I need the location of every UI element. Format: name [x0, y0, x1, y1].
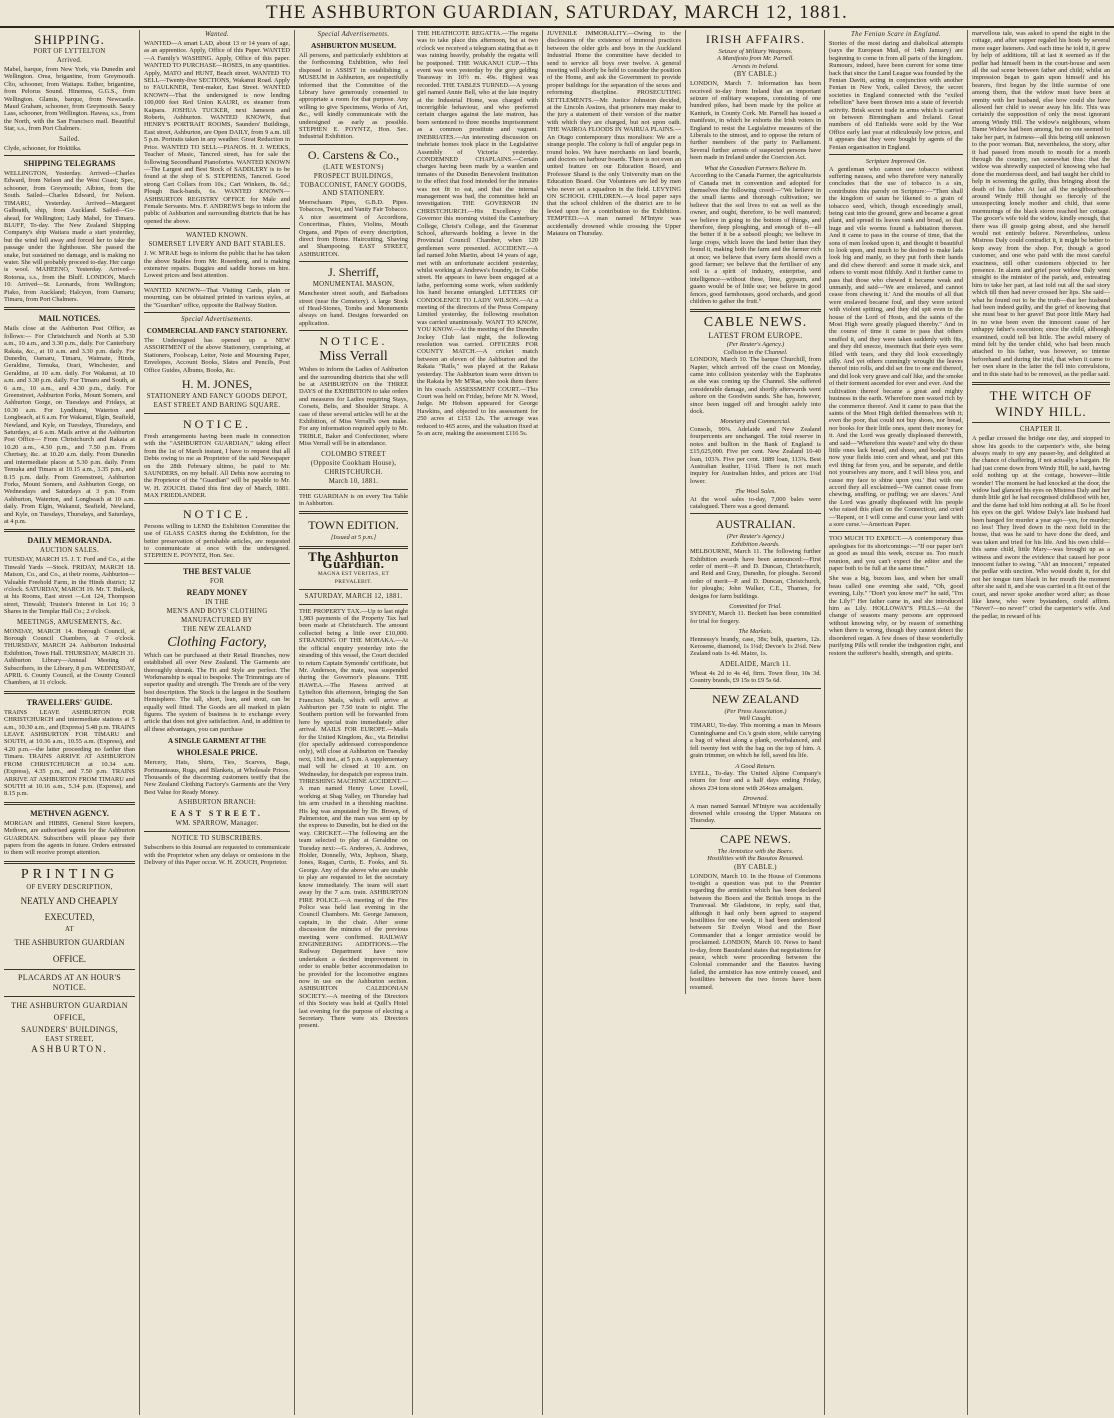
sheriff-name: J. Sherriff, — [328, 265, 379, 280]
jones-name: H. M. JONES, — [181, 377, 253, 392]
guardian-nameplate: The Ashburton Guardian. — [308, 548, 399, 572]
single-garment-line: A SINGLE GARMENT AT THE — [168, 737, 266, 746]
carstens-line: (LATE WESTON'S) — [323, 163, 384, 171]
farmers-body: According to the Canada Farmer, the agriculturists of Canada met in convention and adopted for themselves the following creed:—"We believe in the small farms and thorough cultivation; we believe that the soil lives to eat as well as the owner, and ought, therefore, to be well manured; we believe in going to the bottom of things, and therefore, deep ploughing, and enough of it—all the better if it be a subsoil plough; we believe in large crops, which leave the land better than they found it, making both the farm and the farmer rich at once; we believe that every farm should own a good farmer; we believe that the fertiliser of any soil is a spirit of industry, enterprise, and intelligence—without these, lime, gypsum, and guano would be of little use; we believe in good fences, good farmhouses, good orchards, and good children to gather the fruit." — [690, 172, 821, 305]
hostilities-sub: Hostilities with the Basutos Resumed. — [707, 855, 804, 863]
fenian-body: Stories of the most daring and diabolical attempts (says the European Mail, of 14th January) are beginning to come in from all parts of the kingdom. Rumours, indeed, have been current for some time back that since the Land League was founded by the Fenian Davitt, acting in conjunction with another Fenian in New York, called Devoy, the secret societies in England connected with the "exiled rebellion" have been thrown into a state of feverish activity. Brisk secret trade in arms which is carried on between Birmingham and Ireland. Great numbers of old Enfields were sold by the War Office early last year at ridiculously low prices, and it appears that they were bought by agents of the Fenian organisation in England. — [829, 40, 963, 151]
story-body: marvellous tale, was asked to spend the night in the cottage, and after supper regaled his hosts by several more eager listeners. And each time he told it, it grew by help of additions, till at last it seemed as if the pedlar had himself been in the court-house and seen all the sad scene between father and child; whilst an impression began to gain upon himself and his hearers, first begun by the little surmise of one among them, that the widow must have been at enmity with her husband, else how could she have allowed her child to swear away his life. This was certainly the supposition of only the most ignorant among Windy Hill. The widow's neighbours, whom Dame Widow had been among, but no one seemed to take her part, in fairness—all this being still unknown to the poor woman. But, nevertheless, the story, after it had passed from mouth to mouth for a month through the country, ran somewhat thus: that the widow was shrewdly suspected of knowing who had done the murderous deed, and had taught her child to help in screening the guilty, thus bringing about the death of his father. At last all the neighbourhood around Windy Hill thought so fiercely of the unsuspecting lonely mother and child, that some murmurings of the black storm reached her cottage. The grocer's wife told the widow, kindly enough, that there was ill gossip going about, and she herself would not entirely believe. Nevertheless, unless Mistress Daly could contradict it, it might be better to keep away from the shop. For, though a good customer, and one who paid with the most careful exactness, still other customers objected to her presence. In alarm and grief poor widow Daly went straight to the minister of the parish, and, entreating him to take her part, at last told out all the sad story which till then had never crossed her lips. She said—what he found out to be the truth—that her husband had been indeed guilty, and the grief of knowing that she must bear to her grave! But poor little Mary had in no wise been even the innocent cause of her unhappy father's execution; since the child, although examined, could tell but little. The awful misery of mind felt by the tender child, who had been much attached to his father, was however, so intense beforehand and during the trial, that when it came to her own share in the latter the fell into convulsions, and in this state had to be removed, as the pedlar said. — [972, 30, 1110, 378]
divider — [4, 996, 135, 997]
irish-body: LONDON, March 7. Information has been received to-day from Ireland that an important seizure of military weapons, consisting of one hundred pikes, had been made by the police at Kanturk, in County Cork. Mr. Parnell has issued a manifesto, in which he exhorts the Irish voters in England to resist the Legislative measures of the Liberals to the utmost, and to oppose the return of further members of the party to Parliament. Several further arrests of suspected persons have been made in Ireland under the Coercion Act. — [690, 80, 821, 162]
column-5 — [543, 30, 825, 1415]
cable-news-heading: CABLE NEWS. — [703, 315, 808, 331]
printing-line: AT — [65, 925, 74, 933]
adelaide-heading: ADELAIDE, March 11. — [719, 660, 792, 668]
office-line: THE ASHBURTON GUARDIAN — [11, 1000, 128, 1010]
town-edition-sub: [Issued at 5 p.m.] — [330, 534, 377, 542]
printing-line: OF EVERY DESCRIPTION, — [26, 883, 113, 891]
commercial-body: The Undersigned has opened up a NEW ASSORTMENT of the above Stationery, comprising, at Stationers, Foolscap, Letter, Note and Mourning Paper, Envelopes, Account Books, Slates and Pencils, Post Office Guides, Albums, Books, &c. — [144, 337, 290, 374]
divider — [4, 802, 135, 805]
news-body: THE HEATHCOTE REGATTA.—The regatta was to take place this afternoon, but at two o'clock we received a telegram stating that as it was raining heavily, probably the regatta will be postponed. THE WAKANUI CUP.—This event was won yesterday by the grey gelding Tearaway in 10½ m. 49s. Highest was recorded. THE TABLES TURNED.—A young girl named Annie Bell, who at the late inquiry at the Industrial Home, was charged with incorrigible behaviour, and who preferred certain charges against the late matron, has been sentenced to three months imprisonment as a common prostitute and vagrant. INEBRIATES.—An interesting discussion on inebriate homes took place in the Legislative Assembly of Victoria yesterday. CONDEMNED CHAPLAINS.—Certain charges having been made by a warden and inmates of the Dunedin Benevolent Institution to the effect that food intended for the inmates was not fit to eat, and that the internal management was bad, the committee held an investigation. THE GOVERNOR IN CHRISTCHURCH.—His Excellency the Governor this morning visited the Canterbury College, Christ's College, and the Grammar School, afterwards holding a levee in the Provincial Council Chamber, when 120 gentlemen were presented. ACCIDENT.—A lad named John Martin, about 14 years of age, met with an unfortunate accident yesterday, whilst working at Andrews's foundry, in Cobbe street. He appears to have been engaged at a lathe, performing some work, when suddenly his hand became entangled. LETTERS OF CONDOLENCE TO LADY WILSON.—At a meeting of the directors of the Press Company Limited yesterday, the following resolution was carried unanimously. WANT TO KNOW, YOU KNOW.—At the meeting of the Dunedin Jockey Club last night, the following resolution was carried. OFFICERS FOR COUNTY MATCH.—A cricket match between an eleven of the Ashburton and the Rakaia "Rails," was played at the Rakaia yesterday. The Ashburton team were driven to the Rakaia by Mr M'Rae, who took them there in his coach. ASSESSMENT COURT.—This Court was held on Friday, before Mr N. Wood, Judge. Mr Hobson appeared for George Hawkins, and objected to his assessment for 250 acres at £153 12s. The acreage was reduced to 465 acres, and the valuation fixed at 5s an acre, making the assessment £116 5s. — [417, 30, 538, 437]
printing-heading: PRINTING — [20, 866, 119, 882]
divider — [4, 861, 135, 864]
latest-heading: LATEST FROM EUROPE. — [708, 331, 803, 341]
memoranda-heading: DAILY MEMORANDA. — [27, 536, 112, 546]
story-body: A pedlar crossed the bridge one day, and stopped to show his goods to the carpenter's wife, she being always ready to spy any passer-by, and delighted at the chance of chaffering, if not actually a bargain. He had just come down from Windy Hill, he said, having sold nothing up at the cottage, however—little wonder! The moment he had knocked at the door, the widow had glanced his eyes on Mistress Daly and her dumb little girl he had recognised childhood with her, and the dame had told him nothing at all. So he fixed his eyes on the girl. Widow Daly's late husband had been hanged for murder a year ago—yes, for murder; no less! They lived down in the next field in the house, that was he said to have done the deed, and was taken and tried for his life. And his own child—this same child, little Mary—was brought up as a witness and swore the evidence that caused her poor innocent father to swing. "Ah! an innocent," repeated the pedlar with unction. Who would doubt it, for did not her tongue turn black in her mouth the moment after she said it, and she was carried in a fit out of the court, and never spoke another word after; as those like knew, who were bystanders, could affirm. "Never?—no never!" cried the carpenter's wife. And the pedlar, in reward of his — [972, 435, 1110, 620]
divider — [299, 511, 408, 514]
arrived-heading: Arrived. — [56, 57, 83, 64]
divider — [144, 283, 290, 284]
exhibition-body: MELBOURNE, March 11. The following further Exhibition awards have been announced:—First order of merit—P. and D. Duncan, Christchurch, and Reid and Gray, Dunedin, for ploughs. Second order of merit—P. and D. Duncan, Christchurch, for ploughs; John Walker, C.E., Thames, for designs for farm buildings. — [690, 548, 821, 600]
auction-heading: AUCTION SALES. — [40, 547, 99, 555]
auction-body: TUESDAY, MARCH 15. J. T. Ford and Co., at the Tinwald Yards —Stock. FRIDAY, MARCH 18. Matson, Co., and Co., at their rooms, Ashburton—Valuable Freehold Farm, in the Hinds district; 12 o'clock. SATURDAY, MARCH 19. Mr. T. Bullock, at his Rooms, East street —Lot 124, Thompson street, Tinwald; Trustee's Interest in Lot 16; 3 Shares in the Templar Hall Co.; 2 o'clock. — [4, 556, 135, 616]
livery-heading: SOMERSET LIVERY AND BAIT STABLES. — [148, 241, 286, 249]
news-body: JUVENILE IMMORALITY.—Owing to the disclosures of the existence of immoral practices between the older girls and boys in the Auckland Industrial Home the committee have decided to send to service all boys over twelve. A general meeting will shortly be held to consider the position of the Home, and ask the Government to provide proper buildings for the separation of the sexes and reforming discipline. PROSECUTING SETTLEMENTS.—Mr. Justice Johnston decided, at the Lincoln Assizes, that prisoners may make to the jury a statement of their version of the matter with which they are charged, but not upon oath. THE WAIROA FLOODS IN WAIRUA PLAINS.—An Otago contemporary thus moralises: We are a strange people. The colony is full of angular pegs in round holes. We have merchants on land boards, and doctors on harbour boards. There is not even an united feature on our Education Board, and Professor Shand is the only University man on the Education Board. Our Volunteers are led by men who never set a squadron in the field. LEVYING ON SCHOOL CHILDREN.—A local paper says that the school children of the district are to be levied upon for a contribution to the Exhibition. TEMPTED.—A man named M'Intyre was accidentally drowned while crossing the Upper Mataura on Thursday. — [547, 30, 681, 237]
wellcaught-body: TIMARU, To-day. This morning a man in Messrs Cunninghame and Co.'s grain store, while carrying a bag of wheat along a plank, overbalanced, and fell twenty feet with the bag on the top of him. A grain trimmer, on which he fell, saved his life. — [690, 722, 821, 760]
best-value-body: Which can be purchased at their Retail Branches, now established all over New Zealand. The Garments are thoroughly shrunk. The Fit and Style are perfect. The Workmanship is equal to bespoke. The Trimmings are of superior quality and strength. The Trends are of the very best description. The Stock is the largest in the Southern Hemisphere. The tall, short, lean, and stout, can be equally well fitted. The Goods are all marked in plain figures. The system of business is to exchange every article that does not give satisfaction. And, in addition to all these advantages, you can purchase — [144, 651, 290, 733]
exhibition-heading: Exhibition Awards. — [731, 540, 780, 548]
special-heading: Special Advertisements. — [181, 316, 253, 323]
printing-line: EXECUTED, — [44, 911, 95, 922]
carstens-line: TOBACCONIST, FANCY GOODS, AND STATIONERY. — [300, 181, 407, 197]
divider — [144, 831, 290, 832]
special-heading: Special Advertisements. — [317, 31, 390, 38]
divider — [144, 563, 290, 564]
best-value-line: FOR — [209, 577, 225, 585]
irish-heading: IRISH AFFAIRS. — [705, 32, 806, 46]
fenian-heading: The Fenian Scare in England. — [851, 31, 941, 38]
notice-subscribers-heading: NOTICE TO SUBSCRIBERS. — [171, 835, 263, 843]
meetings-heading: MEETINGS, AMUSEMENTS, &c. — [16, 618, 123, 626]
divider — [299, 144, 408, 145]
divider — [144, 413, 290, 414]
divider — [299, 330, 408, 331]
printing-line: OFFICE. — [52, 953, 87, 964]
sailed-body: Clyde, schooner, for Hokitika. — [4, 144, 82, 152]
livery-body: J. W. M'RAE begs to inform the public that he has taken the above Stables from Mr. Rosenberg, and is making extensive repairs. Buggies and saddle horses on hire. Lowest prices and best attention. — [144, 250, 290, 280]
notice-heading: NOTICE. — [183, 417, 251, 432]
wanted-body: WANTED—A smart LAD, about 13 or 14 years of age, as an apprentice. Apply, Office of this Paper. WANTED—A Family's WASHING. Apply, Office of this paper. WANTED TO PURCHASE—ROSES, in any quantities. Apply, MATO and HUNT, Beach street. WANTED TO SELL—Twenty-five SECTIONS, Wakanui Road. Apply to FAULKNER, Tent-maker, East Street. WANTED KNOWN—That the undersigned is now lending 100,000 feet Red Union KAURI, ex steamer from Kaipara. JOSHUA TUCKER, next Jameson and Roberts, Ashburton. WANTED KNOWN, that HENRY'S PORTRAIT ROOMS, Saunders' Buildings, East street, Ashburton, are Open DAILY, from 9 a.m. till 5 p.m. Portraits taken in any weather. Great Reduction in Price. WANTED TO SELL—PIANOS. H. J. WEEKS, Teacher of Music, Tancred street, has for sale the following Secondhand Pianofortes. WANTED KNOWN—The Largest and Best Stock of SADDLERY is to be found at the shop of S. STEPHENS, Tancred. Good strong Cart Collars from 10s.; Cart Winkers, 8s. 6d.; Plough Back-bands, 6s. WANTED KNOWN—ASHBURTON REGISTRY OFFICE for Male and Female Servants. Mrs. F. ANDREWS begs to inform the public of Ashburton and surrounding districts that he has opened the above. — [144, 40, 290, 225]
best-value-line: MEN'S AND BOYS' CLOTHING — [166, 607, 268, 615]
divider — [144, 312, 290, 313]
branch-line: ASHBURTON BRANCH: — [177, 799, 257, 807]
wool-heading: The Wool Sales. — [735, 488, 776, 496]
verrall-body: Wishes to inform the Ladies of Ashburton and the surrounding districts that she will be at ASHBURTON on the THREE DAYS of the EXHIBITION to take orders and measures for Ladies requiring Stays, Corsets, Belts, and Shoulder Straps. A case of these several articles will be at the Exhibition, of Miss Verrall's own make. For any information required apply to Mr. TRIBLE, Baker and Confectioner, where Miss Verrall will be in attendance. — [299, 366, 408, 448]
methven-body: MORGAN and HIBBS, General Store keepers, Methven, are authorised agents for the Ashburton GUARDIAN. Subscribers will please pay their papers from the agents in future. Orders entrusted to them will receive prompt attention. — [4, 819, 135, 857]
scripture-heading: Scripture Improved On. — [865, 158, 927, 166]
colombo-line: March 10, 1881. — [328, 477, 379, 485]
misc-body: She was a big, buxom lass, and when her small beau called one evening she said, "Oh, good evening, Lily." "Don't you know me?" he said, "I'm the Lily!" Her father came in, and she introduced him as Lily. HOLLOWAY'S PILLS.—At the change of seasons many persons are oppressed without knowing why, or by reason of something when there is wrong, though they cannot detect the disordered organ. A few doses of these wonderfully purifying Pills will render the indigestion right, and restore the sufferer's health, strength, and spirits. — [829, 575, 963, 657]
collision-body: LONDON, March 10. The barque Churchill, from Napier, which arrived off the coast on Monday, came into collision yesterday with the Euphrates as she was coming up the Channel. She suffered considerable damage, and shortly afterwards went ashore on the Goodwin sands. She has, however, since been tugged off and brought safely into dock. — [690, 356, 821, 416]
col5-right — [685, 30, 821, 994]
branch-line: WM. SPARROW, Manager. — [175, 820, 259, 828]
col5-left — [547, 30, 681, 240]
monetary-body: Consols, 99⅜. Adelaide and New Zealand fourpercents are unchanged. The total reserve in notes and bullion in the Bank of England is £15,625,000. Five per cent. New Zealand 10-40 loan, 103⅞. Five per cent. 1889 loan, 113⅝. Best Australian leather, 11¼d. There is not much inquiry for Australian hides, and prices are 1¼d lower. — [690, 425, 821, 485]
branch-line: EAST STREET. — [171, 809, 263, 819]
column-3 — [295, 30, 413, 1415]
colombo-line: CHRISTCHURCH. — [324, 468, 383, 476]
travellers-heading: TRAVELLERS' GUIDE. — [26, 697, 113, 707]
travellers-body: TRAINS LEAVE ASHBURTON FOR CHRISTCHURCH and intermediate stations at 5 a.m., 10.30 a.m., and (Express) 5.48 p.m. TRAINS LEAVE ASHBURTON FOR TIMARU and SOUTH, at 10.36 a.m., 10.55 a.m. (Express), and 4.20 p.m.—the latter proceeding no farther than Timaru. TRAINS ARRIVE AT ASHBURTON FROM CHRISTCHURCH at 10.34 a.m. (Express), 4.35 p.m., and 7.50 p.m. TRAINS ARRIVE AT ASHBURTON FROM TIMARU and SOUTH at 10.16 a.m., 5.34 p.m. (Express), and 8.15 p.m. — [4, 708, 135, 798]
notice-body: Fresh arrangements having been made in connection with the "ASHBURTON GUARDIAN," taking effect from the 1st of March instant, I have to request that all Debts owing to me as Proprietor of the said Newspaper on the 28th February ultimo, be paid to Mr. SAUNDERS, on my behalf. All Debts now accruing to the Proprietor of the "Guardian" will be payable to Mr. W. H. ZOUCH. Dated this first day of March, 1881. MAX FRIEDLANDER. — [144, 433, 290, 500]
by-cable: (BY CABLE.) — [734, 71, 777, 79]
divider — [829, 154, 963, 155]
divider — [972, 422, 1110, 423]
jones-line: EAST STREET AND BARING SQUARE. — [153, 402, 281, 410]
goodreturn-heading: A Good Return. — [735, 762, 776, 770]
colombo-line: COLOMBO STREET — [321, 450, 386, 458]
notice-heading: NOTICE. — [319, 334, 388, 349]
town-edition-heading: TOWN EDITION. — [308, 518, 399, 533]
divider — [4, 691, 135, 694]
divider — [144, 503, 290, 504]
australian-heading: AUSTRALIAN. — [715, 517, 796, 532]
nz-sub: (Per Press Association.) — [724, 707, 787, 715]
adelaide-body: Wheat 4s 2d to 4s 4d, firm. Town flour, 10s 3d. Country brands, £9 15s to £9 5s 6d. — [690, 669, 821, 685]
printing-line: NEATLY AND CHEAPLY — [20, 895, 119, 906]
wanted-known-cards: WANTED KNOWN—That Visiting Cards, plain or mourning, can be obtained printed in various styles, at the "Guardian" office, opposite the Railway Station. — [144, 286, 290, 309]
divider — [4, 969, 135, 970]
jones-line: STATIONERY AND FANCY GOODS DEPOT, — [146, 393, 288, 401]
divider — [299, 261, 408, 262]
cape-body: LONDON, March 10. In the House of Commons to-night a question was put to the Premier regarding the armistice which has been declared between the Boers and the British troops in the Transvaal. Mr Gladstone, in reply, said that, although it had only been agreed to suspend hostilities for one week, it had been understood between Sir Evelyn Wood and the Boer Commander that a longer armistice would be proclaimed. LONDON, March 10. News to hand to-day, from Basutoland states that negotiations for peace, which were proceeding between the Colonial commander and the Basutos having failed, the armistice has now entirely ceased, and hostilities between the two forces have been resumed. — [690, 872, 821, 991]
collision-heading: Collision in the Channel. — [723, 348, 788, 356]
monetary-heading: Monetary and Commercial. — [720, 418, 791, 426]
divider — [4, 307, 135, 310]
office-line: OFFICE, — [53, 1012, 86, 1022]
irish-sub: Seizure of Military Weapons. — [718, 48, 793, 55]
wool-body: At the wool sales to-day, 7,000 bales were catalogued. There was a good demand. — [690, 495, 821, 510]
divider — [690, 828, 821, 829]
by-cable: (BY CABLE.) — [734, 863, 777, 871]
colombo-line: (Opposite Cookham House), — [310, 459, 397, 467]
single-garment-line: WHOLESALE PRICE. — [176, 748, 258, 758]
column-2 — [140, 30, 295, 1415]
markets-body: Hennessy's brandy, case, 38s; bulk, quarters, 12s. Kerosene, diamond, 1s 1¼d; Devoe's 1s 2¼d. New Zealand oats 1s 4d. Maize, 1s. — [690, 635, 821, 658]
office-line: SAUNDERS' BUILDINGS, — [21, 1024, 118, 1034]
cape-sub: The Armistice with the Boers. — [717, 847, 794, 855]
verrall-name: Miss Verrall — [319, 349, 388, 365]
committed-heading: Committed for Trial. — [729, 603, 782, 610]
divider — [4, 155, 135, 156]
drowned-body: A man named Samuel M'Intyre was accidentally drowned while crossing the Upper Mataura on Thursday. — [690, 802, 821, 825]
sailed-heading: Sailed. — [59, 135, 80, 143]
sheriff-body: Manchester street south, and Barbadoes street (near the Cemetery). A large Stock of Head-Stones, Tombs and Monuments always on hand. Designs forwarded on application. — [299, 290, 408, 327]
mail-heading: MAIL NOTICES. — [38, 314, 101, 324]
telegrams-body: WELLINGTON, Yesterday. Arrived—Charles Edward, from Nelson and the West Coast; Spec, schooner, from Greymouth; Albion, from the South. Sailed—Charles Edward, for Nelson. TIMARU, Yesterday. Arrived—Margaret Galbraith, ship, from Auckland. Sailed—Go-ahead, for Wellington; Lady Mabel, for Timaru. BLUFF, To-day. The New Zealand Shipping Company's ship Waitara made a start yesterday, but the wind fell away and forced her to take the passage under the lighthouse. She passed the snake, but sustained no damage, and is making no water. She will probably proceed to-day. Her cargo is wool. MAHEENO, Yesterday. Arrived—Rotorua, s.s., from the Bluff. LONDON, March 10. Arrived—St. Leonards, from Wellington; Piako, from Auckland; Halcyon, from Oamaru; Timaru, from Port Chalmers. — [4, 170, 135, 303]
meetings-body: MONDAY, MARCH 14. Borough Council, at Borough Council Chambers, at 7 o'clock. THURSDAY, MARCH 24. Ashburton Industrial Exhibition, Town Hall. THURSDAY, MARCH 31. Ashburton Library—Annual Meeting of Subscribers, in the Library, 8 p.m. WEDNESDAY, APRIL 6. County Council, at the County Council Chambers, at 11 o'clock. — [4, 627, 135, 687]
divider — [144, 228, 290, 229]
guardian-tea-table: THE GUARDIAN is on every Tea Table in Ashburton. — [299, 492, 408, 508]
arrived-body: Mabel, barque, from New York, via Dunedin and Wellington. Orea, brigantine, from Greymouth. Clio, schooner, from Waitapu. Esther, brigantine, from Pelorus Sound. Hinemoa, G.G.S., from Wellington. Glamis, barque, from Newcastle. Maud Graham, schooner, from Greymouth. Saucy Lass, schooner, from Wellington. Hawea, s.s., from the North, with the San Francisco mail. Beautiful Star, s.s., from Port Chalmers. — [4, 66, 135, 133]
notice-body: Persons willing to LEND the Exhibition Committee the use of GLASS CASES during the Exhibition, for the better preservation of perishable articles, are requested to communicate at once with the undersigned. STEPHEN E. POYNTZ, Hon. Sec. — [144, 522, 290, 560]
column-7 — [968, 30, 1114, 1415]
carstens-body: Meerschaum Pipes, G.B.D. Pipes. Tobaccos, Twist, and Vanity Fair Tobacco. A nice assortment of Accordions, Concertinas, Flutes, Violins, Mouth Organs, and Pipes of every description, direct from Home. Haircutting, Shaving and Shampooing. EAST STREET, ASHBURTON. — [299, 198, 408, 258]
masthead-title: THE ASHBURTON GUARDIAN, SATURDAY, MARCH 12, 1881. — [0, 0, 1114, 28]
commercial-heading: COMMERCIAL AND FANCY STATIONERY. — [146, 327, 288, 335]
reuters-line: (Per Reuter's Agency.) — [726, 341, 785, 349]
chapter-heading: CHAPTER II. — [1019, 426, 1063, 434]
telegrams-heading: SHIPPING TELEGRAMS — [23, 159, 116, 169]
divider — [972, 382, 1110, 385]
best-value-line: MANUFACTURED BY — [181, 616, 253, 624]
divider — [690, 688, 821, 689]
office-line: ASHBURTON. — [31, 1043, 108, 1054]
guardian-motto: MAGNA EST VERITAS, ET PREVALEBIT. — [317, 570, 390, 585]
carstens-line: PROSPECT BUILDINGS, — [313, 172, 394, 180]
cape-heading: CAPE NEWS. — [720, 831, 791, 846]
shipping-heading: SHIPPING. — [34, 32, 105, 47]
wanted-known-heading: WANTED KNOWN. — [185, 232, 249, 240]
scripture-body: A gentleman who cannot use tobacco without suffering nausea, and who therefore very naturally concludes that the use of tobacco is a sin, contributes this parody on Scripture:—"Then shall the kingdom of satan be likened to a grain of tobacco seed, which, though exceedingly small, being cast into the ground, grew and became a great plant, and spread its leaves rank and broad, so that huge and vile worms found a habitation thereon. And it came to pass in the course of time, that the sons of men looked upon it, and thought it beautiful to look upon, and much to be desired to make lads look big and manly, so they put forth their hands and did chew thereof: and some it made sick, and others to vomit most filthily. And it further came to pass that those who chewed it became weak and unmanly, and said—'We are enslaved, and cannot cease from chewing it.' And the mouths of all that were enslaved became foul, and they were seized with violent spitting, and they did spit even in the house of the Lord of Hosts, and the saints of the Most High were greatly plagued thereby." And in the course of time it came to pass that others snuffed it, and they were taken suddenly with fits, and they did sneeze, insomuch that their eyes were filled with tears, and they did look exceedingly silly. And yet others cunningly wrought the leaves thereof into rolls, and did set fire to one end thereof, and did look very grave and calf like, and the smoke of their torment ascended for ever and ever. And the cultivation thereof became a great and mighty business in the earth. Wherefore men waxed rich by the commerce thereof. And it came to pass that the saints of the Most High defiled themselves with it; even the poor, that could not buy shoes, nor bread, nor books for their little ones, spent their money for it. And the Lord was greatly displeased therewith, and said—'Wherefore this waste? and why do these little ones lack bread, and shoes, and books? Turn now your fields into corn and wheat, and put this evil thing far from you, and be separate, and defile not yourselves any more, and I will bless you, and cause my face to shine upon you.' But with one accord they all exclaimed—'We cannot cease from chewing, snuffing, or puffing; we are slaves.' And the Lord was greatly displeased with his people who raised this plant on the Connecticut, and cried—'Repent, or I will come and curse your land with a sore curse.'—American Paper. — [829, 165, 963, 528]
divider — [299, 489, 408, 490]
clothing-factory-title: Clothing Factory, — [167, 634, 267, 650]
printing-line: THE ASHBURTON GUARDIAN — [14, 937, 125, 947]
mail-body: Mails close at the Ashburton Post Office, as follows:— For Christchurch and North at 5.30 a.m., 10 a.m., and 3.30 p.m., daily. For Canterbury Rakaia, &c., at 10 a.m. and 3.30 p.m. daily. For Dunedin, Oamaru, Timaru, Waimate, Hinds, Geraldine, Temuka, Orari, Winchester, and Geraldine, at 10 a.m. daily. For Wakanui, at 10 a.m. and 3.30 p.m. daily. For Timaru and South, at 6 a.m., 10 a.m., and 4.30 p.m., daily. For Greenstreet, Ashburton Forks, Mount Somers, and Ashburton Gorge, on Tuesdays and Fridays, at 10.30 a.m. For Lyndhurst, Waterton and Longbeach, at 6 a.m. For Wakanui, Elgin, Seafield, Newland, and Kyle, on Tuesdays, Thursdays, and Saturdays, at 6 a.m. Mails arrive at the Ashburton Post Office— From Christchurch and Rakaia at 10.20 a.m., 4.30 p.m., and 7.50 p.m. From Chertsey, &c. at 10.20 a.m. daily. From Dunedin and intermediate places at 5.30 p.m. daily. From Temuka and Timaru at 10.15 a.m., 3.35 p.m., and 8.15 p.m. daily. From Greenstreet, Ashburton Forks, Mount Somers, and Ashburton Gorge, on Wednesdays and Saturdays at 3 p.m. From Ashburton, Waterton, and Longbeach at 10 a.m. daily. From Elgin, Wakanui, Seafield, Newland, and Kyle, on Tuesdays, Thursdays, and Saturdays, at 4 p.m. — [4, 325, 135, 525]
farmers-heading: What the Canadian Farmers Believe In. — [704, 164, 807, 172]
column-6 — [825, 30, 968, 1415]
goodreturn-body: LYELL, To-day. The United Alpine Company's return for four and a half days ending Friday, shows 234 tons stone with 264ozs amalgam. — [690, 769, 821, 792]
best-value-line: IN THE — [205, 598, 229, 606]
column-4 — [413, 30, 543, 1415]
best-value-line: READY MONEY — [186, 587, 248, 597]
wanted-heading: Wanted. — [205, 31, 229, 38]
wellcaught-heading: Well Caught. — [738, 715, 773, 723]
divider — [4, 529, 135, 532]
museum-body: All persons, and particularly exhibitors at the forthcoming Exhibition, who feel disposed to ASSIST in establishing a MUSEUM in Ashburton, are respectfully informed that the Committee of the Library have generously consented to appropriate a room for that purpose. Any willing to give Specimens, Works of Art, &c., will kindly communicate with the undersigned as early as possible. STEPHEN E. POYNTZ, Hon. Sec. Industrial Exhibition. — [299, 52, 408, 141]
column-1 — [0, 30, 140, 1415]
museum-heading: ASHBURTON MUSEUM. — [310, 41, 397, 50]
divider — [299, 604, 408, 605]
aus-reuters: (Per Reuter's Agency.) — [726, 533, 785, 541]
nz-heading: NEW ZEALAND — [712, 691, 799, 706]
arrests-sub: Arrests in Ireland. — [732, 62, 779, 70]
witch-title-line: THE WITCH OF — [989, 388, 1093, 404]
markets-heading: The Markets. — [738, 628, 773, 636]
divider — [690, 309, 821, 312]
witch-title-line: WINDY HILL. — [995, 404, 1087, 420]
guardian-date: SATURDAY, MARCH 12, 1881. — [304, 592, 403, 600]
single-garment-body: Mercery, Hats, Shirts, Ties, Scarves, Bags, Portmanteaus, Rugs, and Blankets, at Wholesale Prices. Thousands of the discerning customers testify that the New Zealand Clothing Factory's Garments are the Very Best Value for Ready Money. — [144, 759, 290, 796]
divider — [299, 589, 408, 590]
sheriff-line: MONUMENTAL MASON, — [312, 281, 395, 289]
committed-body: SYDNEY, March 11. Beckett has been committed for trial for forgery. — [690, 610, 821, 625]
too-much-body: TOO MUCH TO EXPECT.—A contemporary thus apologises for its shortcomings:—"If our paper isn't as good as usual this week, excuse us. Too much reunion, and you can't expect the editor and the paper both to be full at the same time." — [829, 535, 963, 573]
notice-subscribers-body: Subscribers to this Journal are requested to communicate with the Proprietor when any delays or omissions in the Delivery of this Paper occur. W. H. ZOUCH, Proprietor. — [144, 844, 290, 867]
best-value-line: THE BEST VALUE — [182, 566, 252, 576]
best-value-line: THE NEW ZEALAND — [182, 625, 252, 633]
manifesto-sub: A Manifesto from Mr. Parnell. — [716, 55, 795, 63]
methven-heading: METHVEN AGENCY. — [30, 808, 109, 818]
port-heading: PORT OF LYTTELTON — [33, 48, 106, 55]
divider — [829, 531, 963, 532]
drowned-heading: Drowned. — [742, 795, 769, 803]
placards-line: PLACARDS AT AN HOUR'S NOTICE. — [18, 972, 121, 992]
notice-heading: NOTICE. — [183, 506, 251, 521]
divider — [690, 513, 821, 514]
carstens-name: O. Carstens & Co., — [307, 147, 400, 162]
news-body: THE PROPERTY TAX.—Up to last night 1,983 payments of the Property Tax had been made at Christchurch. The amount collected being a little over £10,000. STRANDING OF THE MOHAKA.—At the official enquiry yesterday into the stranding of this vessel, the Court decided to return Captain Symonds' certificate, but Mr. Anderson, the mate, was suspended during the Governor's pleasure. THE HAWEA.—The Hawea arrived at Lyttelton this afternoon, bringing the San Francisco Mails, which will arrive at Ashburton per 7.50 train to night. The Southern portion will be forwarded from here by special train immediately after arrival. MAILS FOR EUROPE.—Mails for the United Kingdom, &c., via Brindisi (for specially addressed correspondence only), will close at Ashburton on Tuesday next, 15th inst., at 5 p.m. A supplementary mail will be closed at 10 a.m. on Wednesday, for despatch per express train. THRESHING MACHINE ACCIDENT.—A man named Henry Lowe Lovell, working at Shag Valley, on Thursday had his arm crushed in a threshing machine. His leg was amputated by Dr. Brown, of Palmerston, and the man was sent up by the express to Dunedin, but he died on the way. CRICKET.—The following are the team selected to play at Geraldine on Tuesday next:—G. Andrews, A. Andrews, Holder, Donnelly, Wix, Jephson, Sharp, Jones, Ragan, Curtis, E. Fooks, and St. George. Any of the above who are unable to play are requested to let the secretary know immediately. The team will start away by the 7 a.m. train. ASHBURTON FIRE POLICE.—A meeting of the Fire Police was held last evening in the Council Chambers. Mr. George Jameson, captain, in the chair. After some discussion the minutes of the previous meeting were confirmed. RAILWAY ENGINEERING ADDITIONS.—The Railway Department have now undertaken a decided improvement in order to enable better accommodation to be provided for the locomotive engines now in use on the Ashburton section. ASHBURTON CALEDONIAN SOCIETY.—A meeting of the Directors of this Society was held at Quill's Hotel last evening for the purpose of electing a Secretary. There were six Directors present. — [299, 607, 408, 1030]
office-line: EAST STREET, — [45, 1035, 94, 1043]
